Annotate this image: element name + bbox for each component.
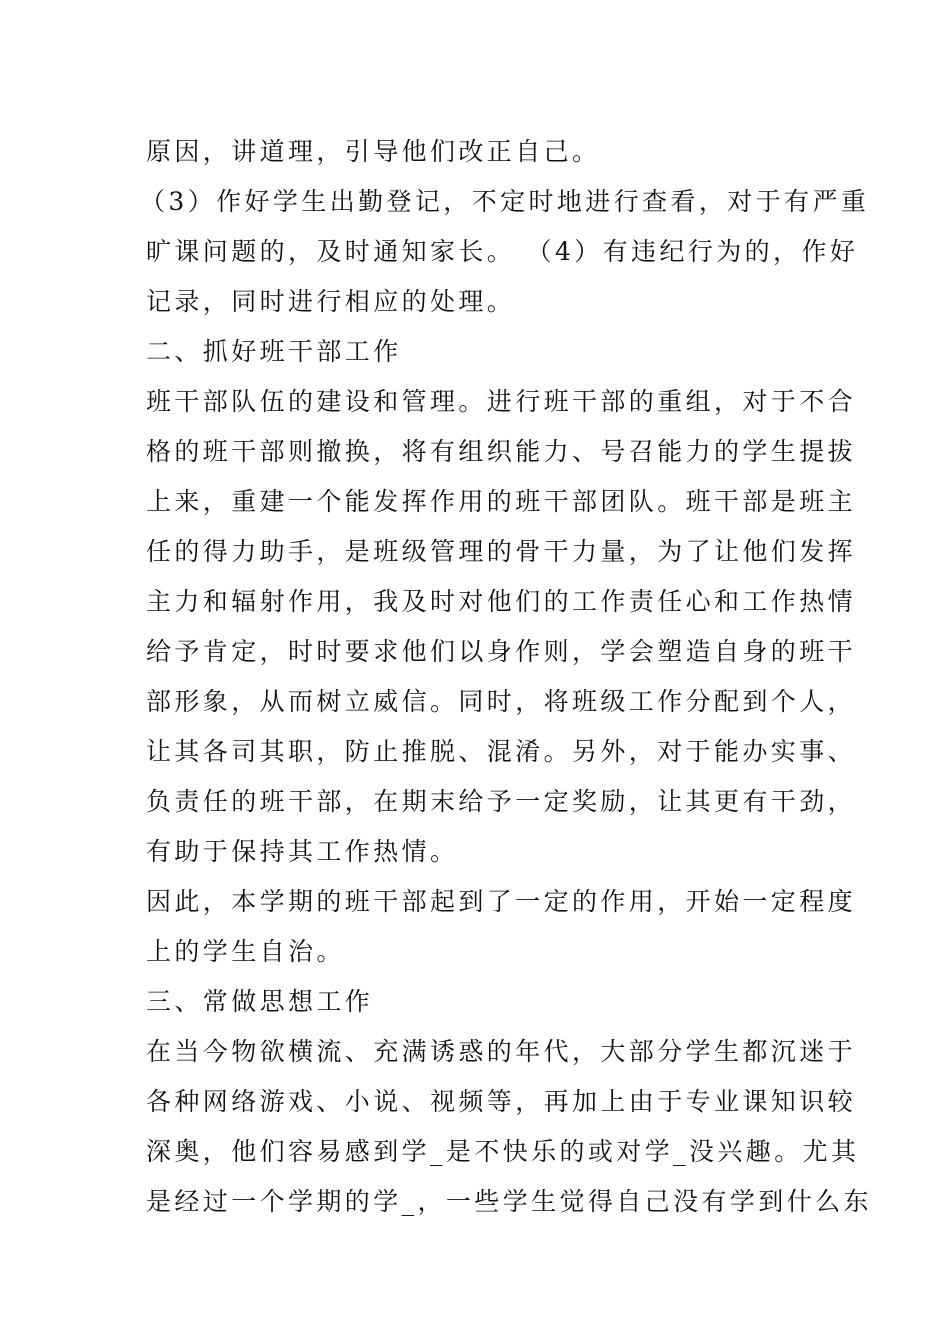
text-line: 上的学生自治。 bbox=[146, 937, 345, 966]
text-line: 原因，讲道理，引导他们改正自己。 bbox=[146, 137, 601, 166]
text-line: 任的得力助手，是班级管理的骨干力量，为了让他们发挥 bbox=[146, 537, 857, 566]
text-line: 因此，本学期的班干部起到了一定的作用，开始一定程度 bbox=[146, 887, 857, 916]
text-line: 主力和辐射作用，我及时对他们的工作责任心和工作热情 bbox=[146, 587, 857, 616]
section-heading: 二、抓好班干部工作 bbox=[146, 337, 402, 366]
text-line: 是经过一个学期的学_，一些学生觉得自己没有学到什么东 bbox=[146, 1187, 872, 1216]
section-heading: 三、常做思想工作 bbox=[146, 987, 374, 1016]
text-line: 给予肯定，时时要求他们以身作则，学会塑造自身的班干 bbox=[146, 637, 857, 666]
text-line: 在当今物欲横流、充满诱惑的年代，大部分学生都沉迷于 bbox=[146, 1037, 857, 1066]
text-line: 上来，重建一个能发挥作用的班干部团队。班干部是班主 bbox=[146, 487, 857, 516]
text-line: 深奥，他们容易感到学_是不快乐的或对学_没兴趣。尤其 bbox=[146, 1137, 860, 1166]
text-line: （3）作好学生出勤登记，不定时地进行查看，对于有严重 bbox=[140, 187, 870, 216]
text-line: 部形象，从而树立威信。同时，将班级工作分配到个人， bbox=[146, 687, 857, 716]
text-line: 负责任的班干部，在期末给予一定奖励，让其更有干劲， bbox=[146, 787, 857, 816]
text-line: 记录，同时进行相应的处理。 bbox=[146, 287, 516, 316]
text-line: 让其各司其职，防止推脱、混淆。另外，对于能办实事、 bbox=[146, 737, 857, 766]
text-line: 格的班干部则撤换，将有组织能力、号召能力的学生提拔 bbox=[146, 437, 857, 466]
text-line: 班干部队伍的建设和管理。进行班干部的重组，对于不合 bbox=[146, 387, 857, 416]
body-text bbox=[140, 127, 872, 1227]
text-line: 有助于保持其工作热情。 bbox=[146, 837, 459, 866]
text-line: 各种网络游戏、小说、视频等，再加上由于专业课知识较 bbox=[146, 1087, 857, 1116]
text-line: 旷课问题的，及时通知家长。 （4）有违纪行为的，作好 bbox=[146, 237, 859, 266]
